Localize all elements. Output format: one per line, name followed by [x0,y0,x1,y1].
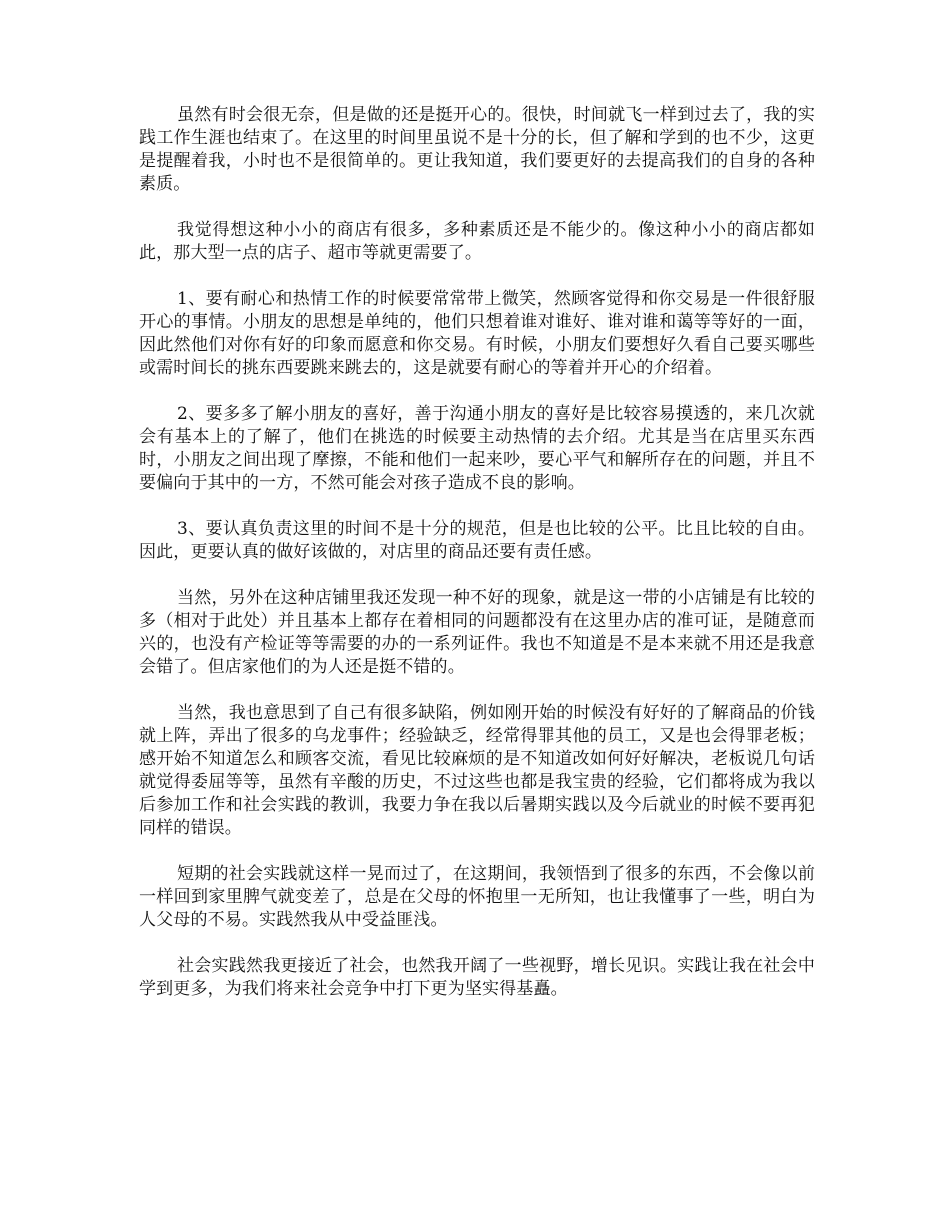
paragraph-1: 虽然有时会很无奈，但是做的还是挺开心的。很快，时间就飞一样到过去了，我的实践工作生涯也结束了。在这里的时间里虽说不是十分的长，但了解和学到的也不少，这更是提醒着我，小时也不是很简单的。更让我知道，我们要更好的去提高我们的自身的各种素质。 [139,105,815,194]
paragraph-7: 当然，我也意思到了自己有很多缺陷，例如刚开始的时候没有好好的了解商品的价钱就上阵，弄出了很多的乌龙事件；经验缺乏，经常得罪其他的员工，又是也会得罪老板；感开始不知道怎么和顾客交流，看见比较麻烦的是不知道改如何好好解决，老板说几句话就觉得委屈等等，虽然有辛酸的历史，不过这些也都是我宝贵的经验，它们都将成为我以后参加工作和社会实践的教训，我要力争在我以后暑期实践以及今后就业的时候不要再犯同样的错误。 [139,703,815,838]
paragraph-6: 当然，另外在这种店铺里我还发现一种不好的现象，就是这一带的小店铺是有比较的多（相对于此处）并且基本上都存在着相同的问题都没有在这里办店的准可证，是随意而兴的，也没有产检证等等需要的办的一系列证件。我也不知道是不是本来就不用还是我意会错了。但店家他们的为人还是挺不错的。 [139,588,815,677]
paragraph-2: 我觉得想这种小小的商店有很多，多种素质还是不能少的。像这种小小的商店都如此，那大型一点的店子、超市等就更需要了。 [139,220,815,263]
paragraph-9: 社会实践然我更接近了社会，也然我开阔了一些视野，增长见识。实践让我在社会中学到更多，为我们将来社会竞争中打下更为坚实得基矗。 [139,956,815,999]
paragraph-3: 1、要有耐心和热情工作的时候要常常带上微笑，然顾客觉得和你交易是一件很舒服开心的事情。小朋友的思想是单纯的，他们只想着谁对谁好、谁对谁和蔼等等好的一面，因此然他们对你有好的印象而愿意和你交易。有时候，小朋友们要想好久看自己要买哪些或需时间长的挑东西要跳来跳去的，这是就要有耐心的等着并开心的介绍着。 [139,289,815,378]
document-page [139,104,815,1024]
paragraph-8: 短期的社会实践就这样一晃而过了，在这期间，我领悟到了很多的东西，不会像以前一样回到家里脾气就变差了，总是在父母的怀抱里一无所知，也让我懂事了一些，明白为人父母的不易。实践然我从中受益匪浅。 [139,864,815,930]
paragraph-4: 2、要多多了解小朋友的喜好，善于沟通小朋友的喜好是比较容易摸透的，来几次就会有基本上的了解了，他们在挑选的时候要主动热情的去介绍。尤其是当在店里买东西时，小朋友之间出现了摩擦，不能和他们一起来吵，要心平气和解所存在的问题，并且不要偏向于其中的一方，不然可能会对孩子造成不良的影响。 [139,404,815,493]
paragraph-5: 3、要认真负责这里的时间不是十分的规范，但是也比较的公平。比且比较的自由。因此，更要认真的做好该做的，对店里的商品还要有责任感。 [139,519,815,562]
